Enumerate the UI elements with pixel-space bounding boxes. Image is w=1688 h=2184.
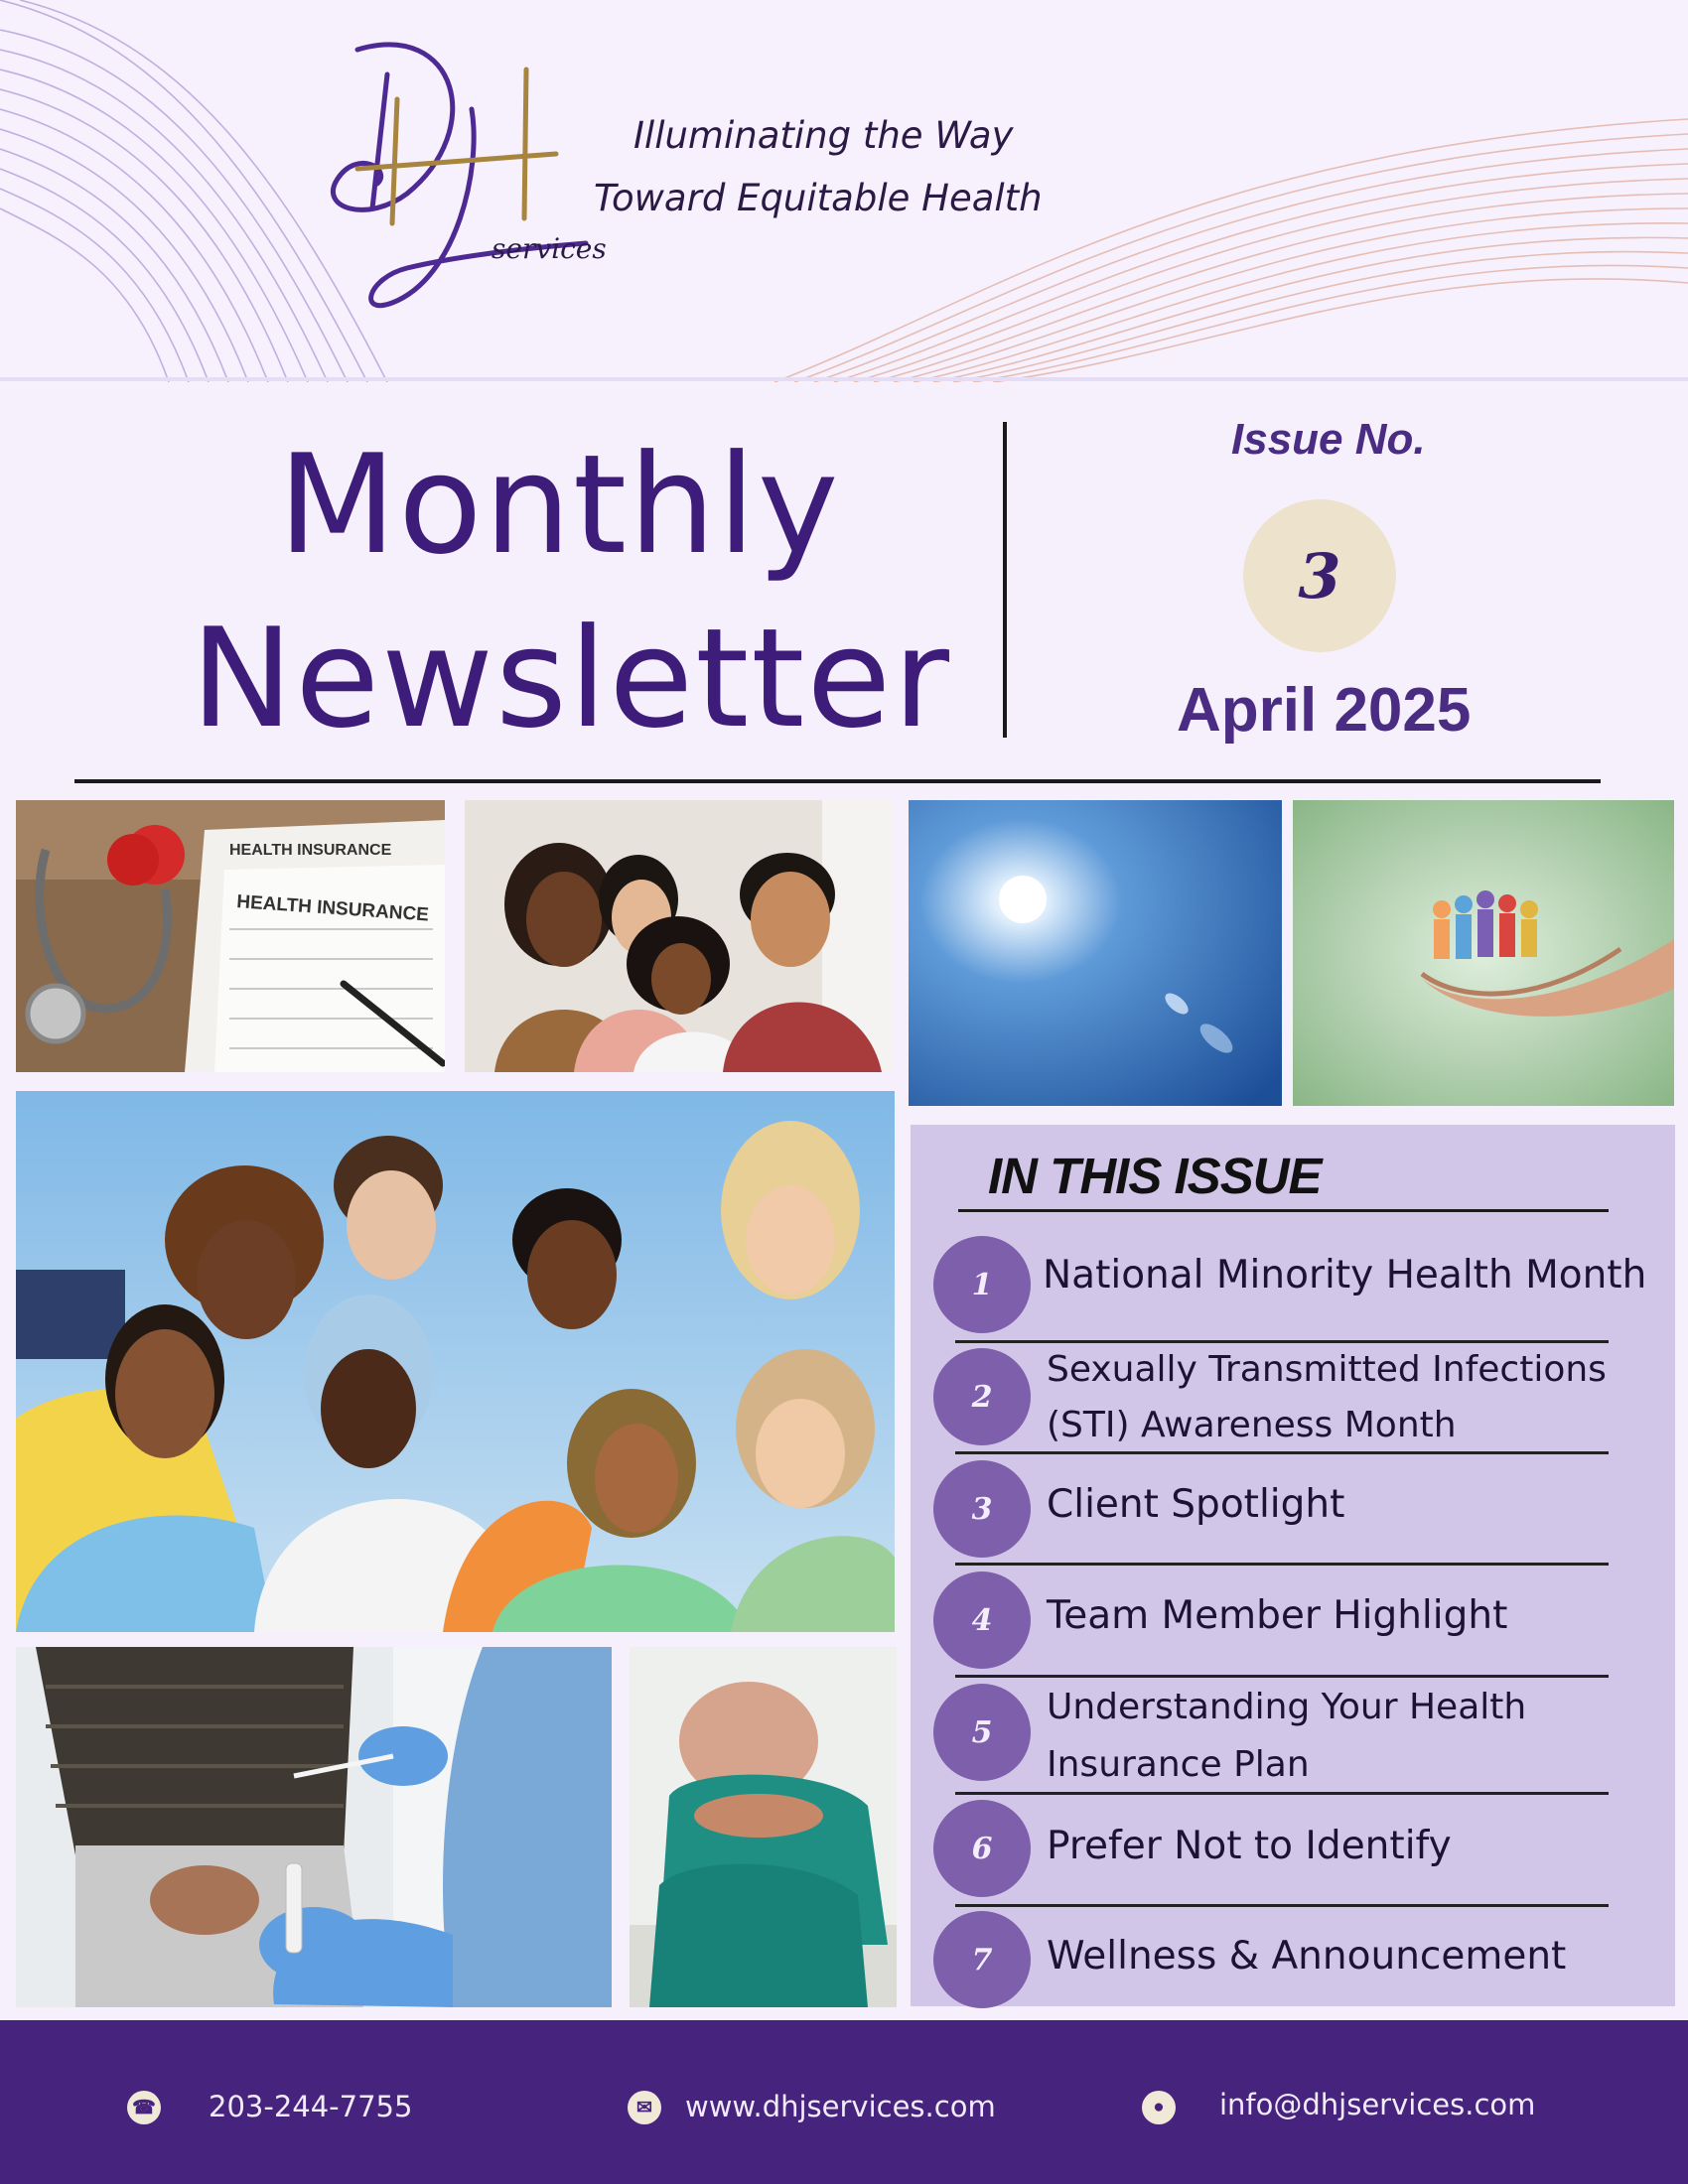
group-friends-photo: [16, 1091, 895, 1632]
insurance-label-1: HEALTH INSURANCE: [229, 842, 392, 859]
title-divider: [74, 779, 1601, 783]
health-insurance-photo: [16, 800, 445, 1072]
toc-item-5-line-2[interactable]: Insurance Plan: [1047, 1744, 1310, 1785]
footer-phone[interactable]: 203-244-7755: [209, 2090, 413, 2123]
toc-item-7[interactable]: Wellness & Announcement: [1047, 1934, 1567, 1979]
toc-item-2-line-2[interactable]: (STI) Awareness Month: [1047, 1405, 1457, 1445]
title-vertical-divider: [1003, 422, 1007, 738]
header-divider: [0, 377, 1688, 381]
toc-number-1: 1: [933, 1236, 1031, 1333]
paper-people-hands-photo: [1293, 800, 1674, 1106]
dhj-services-logo: [298, 20, 626, 318]
logo-subtext: services: [492, 232, 607, 265]
issue-date: April 2025: [1177, 676, 1472, 745]
toc-item-4[interactable]: Team Member Highlight: [1047, 1593, 1508, 1638]
toc-number-2: 2: [933, 1348, 1031, 1445]
toc-rule-6: [955, 1904, 1609, 1907]
issue-label: Issue No.: [1231, 415, 1426, 464]
insurance-label-2: HEALTH INSURANCE: [235, 891, 430, 926]
toc-rule-2: [955, 1451, 1609, 1454]
toc-heading-rule: [958, 1209, 1609, 1212]
toc-item-5-line-1[interactable]: Understanding Your Health: [1047, 1687, 1527, 1727]
toc-number-6: 6: [933, 1800, 1031, 1897]
toc-rule-3: [955, 1563, 1609, 1566]
nurse-resting-photo: [630, 1647, 897, 2007]
toc-number-5: 5: [933, 1684, 1031, 1781]
sun-sky-photo: [909, 800, 1282, 1106]
toc-item-3[interactable]: Client Spotlight: [1047, 1482, 1345, 1527]
toc-number-4: 4: [933, 1571, 1031, 1669]
toc-number-3: 3: [933, 1460, 1031, 1558]
toc-number-7: 7: [933, 1911, 1031, 2008]
newsletter-title-line-1: Monthly: [278, 425, 841, 585]
toc-item-2-line-1[interactable]: Sexually Transmitted Infections: [1047, 1349, 1607, 1390]
footer-website[interactable]: www.dhjservices.com: [685, 2090, 996, 2123]
family-photo: [465, 800, 894, 1072]
toc-rule-4: [955, 1675, 1609, 1678]
location-pin-icon: ●: [1142, 2091, 1176, 2124]
footer-email[interactable]: info@dhjservices.com: [1219, 2088, 1536, 2121]
swab-test-photo: [16, 1647, 612, 2007]
phone-icon: ☎: [127, 2091, 161, 2124]
issue-number-badge: [1243, 499, 1396, 652]
toc-item-1[interactable]: National Minority Health Month: [1043, 1253, 1647, 1297]
tagline-line-2: Toward Equitable Health: [594, 177, 1043, 219]
tagline-line-1: Illuminating the Way: [633, 114, 1014, 157]
toc-item-6[interactable]: Prefer Not to Identify: [1047, 1824, 1452, 1868]
mail-icon: ✉: [628, 2091, 661, 2124]
issue-number: 3: [1298, 539, 1341, 613]
newsletter-title-line-2: Newsletter: [191, 599, 951, 758]
toc-rule-5: [955, 1792, 1609, 1795]
in-this-issue-heading: IN THIS ISSUE: [988, 1148, 1322, 1204]
